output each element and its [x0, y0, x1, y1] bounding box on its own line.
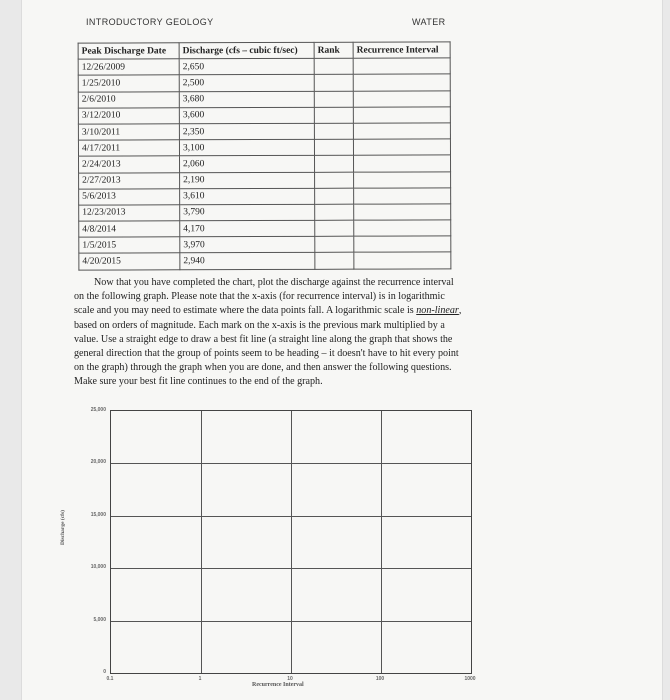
cell-rank[interactable]	[314, 123, 353, 139]
cell-recurrence[interactable]	[354, 188, 451, 205]
cell-discharge: 2,650	[179, 59, 314, 76]
cell-rank[interactable]	[315, 236, 354, 252]
table-row	[78, 107, 450, 124]
table-row	[79, 188, 451, 205]
instructions-text-2: , based on orders of magnitude. Each mark on the x-axis is the previous mark multiplied by a value. Use a straight edge to draw a best fit line (a straight line along the graph that shows the general direction that the group of points seem to be heading – it doesn't have to hit every point on the graph) through the graph when you are done, and then answer the following questions. Make sure your best fit line continues to the end of the graph.	[74, 305, 462, 388]
table-row	[79, 236, 451, 253]
cell-rank[interactable]	[314, 139, 353, 155]
cell-rank[interactable]	[314, 107, 353, 123]
cell-date: 1/5/2015	[79, 237, 180, 254]
table-row	[79, 155, 451, 172]
cell-recurrence[interactable]	[353, 74, 450, 91]
header-rank: Rank	[314, 42, 353, 58]
cell-rank[interactable]	[315, 253, 354, 269]
y-tick-label: 10,000	[90, 564, 106, 570]
cell-recurrence[interactable]	[353, 139, 450, 156]
cell-date: 4/20/2015	[79, 253, 180, 270]
discharge-table	[78, 41, 452, 270]
cell-recurrence[interactable]	[354, 171, 451, 188]
graph-gridline-vertical	[291, 411, 292, 673]
instructions-emphasis: non-linear	[416, 305, 459, 317]
cell-discharge: 3,100	[179, 139, 314, 156]
cell-recurrence[interactable]	[353, 155, 450, 172]
cell-recurrence[interactable]	[354, 204, 451, 221]
cell-discharge: 2,190	[180, 172, 315, 189]
y-tick-label: 25,000	[90, 407, 106, 413]
cell-recurrence[interactable]	[353, 58, 450, 75]
cell-discharge: 3,970	[180, 237, 315, 254]
cell-discharge: 3,610	[180, 188, 315, 205]
cell-rank[interactable]	[314, 91, 353, 107]
cell-date: 2/24/2013	[79, 156, 180, 173]
table-row	[78, 74, 450, 91]
cell-discharge: 2,500	[179, 75, 314, 92]
cell-date: 1/25/2010	[78, 75, 179, 92]
cell-discharge: 3,680	[179, 91, 314, 108]
table-row	[78, 90, 450, 107]
instructions-text-1: Now that you have completed the chart, plot the discharge against the recurrence interval on the following graph. Please note that the x-axis (for recurrence interval) is in logarithmic scale and you may need to estimate where the data points fall. A logarithmic scale is	[74, 277, 454, 317]
y-tick-label: 15,000	[90, 512, 106, 518]
cell-date: 4/8/2014	[79, 221, 180, 238]
x-tick-label: 0.1	[106, 676, 114, 682]
blank-graph	[110, 410, 472, 674]
x-tick-label: 100	[375, 676, 385, 682]
cell-rank[interactable]	[314, 58, 353, 74]
header-discharge: Discharge (cfs – cubic ft/sec)	[179, 42, 314, 59]
cell-rank[interactable]	[315, 188, 354, 204]
course-header: INTRODUCTORY GEOLOGY	[86, 17, 214, 27]
cell-discharge: 2,940	[180, 253, 315, 270]
table-body	[78, 58, 451, 270]
table-row	[78, 123, 450, 140]
cell-discharge: 4,170	[180, 220, 315, 237]
cell-rank[interactable]	[314, 156, 353, 172]
cell-discharge: 2,060	[180, 156, 315, 173]
cell-date: 12/26/2009	[78, 59, 179, 76]
cell-recurrence[interactable]	[354, 220, 451, 237]
header-recurrence: Recurrence Interval	[353, 42, 450, 59]
x-tick-label: 10	[287, 676, 293, 682]
graph-gridline-vertical	[381, 411, 382, 673]
cell-rank[interactable]	[314, 75, 353, 91]
section-header: WATER	[412, 17, 446, 27]
table-row	[79, 220, 451, 237]
cell-date: 4/17/2011	[78, 140, 179, 157]
cell-date: 5/6/2013	[79, 188, 180, 205]
cell-discharge: 2,350	[179, 123, 314, 140]
table-row	[78, 58, 450, 75]
graph-gridline-vertical	[201, 411, 202, 673]
cell-date: 2/6/2010	[78, 91, 179, 108]
table-row	[79, 171, 451, 188]
table-row	[78, 139, 450, 156]
cell-rank[interactable]	[315, 220, 354, 236]
worksheet-page	[22, 0, 662, 700]
cell-date: 3/12/2010	[78, 108, 179, 125]
x-tick-label: 1	[198, 676, 202, 682]
cell-rank[interactable]	[315, 204, 354, 220]
cell-recurrence[interactable]	[353, 107, 450, 124]
table-row	[79, 204, 451, 221]
x-axis-label: Recurrence Interval	[252, 682, 304, 688]
cell-date: 2/27/2013	[79, 172, 180, 189]
cell-discharge: 3,600	[179, 107, 314, 124]
cell-recurrence[interactable]	[354, 236, 451, 253]
cell-date: 3/10/2011	[78, 124, 179, 141]
y-tick-label: 5,000	[93, 617, 106, 623]
cell-discharge: 3,790	[180, 204, 315, 221]
cell-recurrence[interactable]	[354, 252, 451, 269]
instructions-paragraph	[74, 276, 464, 390]
header-date: Peak Discharge Date	[78, 43, 179, 60]
y-tick-label: 20,000	[90, 459, 106, 465]
table-row	[79, 252, 451, 269]
y-axis-label: Discharge (cfs)	[60, 510, 66, 545]
cell-date: 12/23/2013	[79, 205, 180, 222]
cell-rank[interactable]	[315, 172, 354, 188]
y-tick-label: 0	[103, 669, 106, 675]
cell-recurrence[interactable]	[353, 90, 450, 107]
table-header-row	[78, 42, 450, 59]
cell-recurrence[interactable]	[353, 123, 450, 140]
x-tick-label: 1000	[464, 676, 476, 682]
